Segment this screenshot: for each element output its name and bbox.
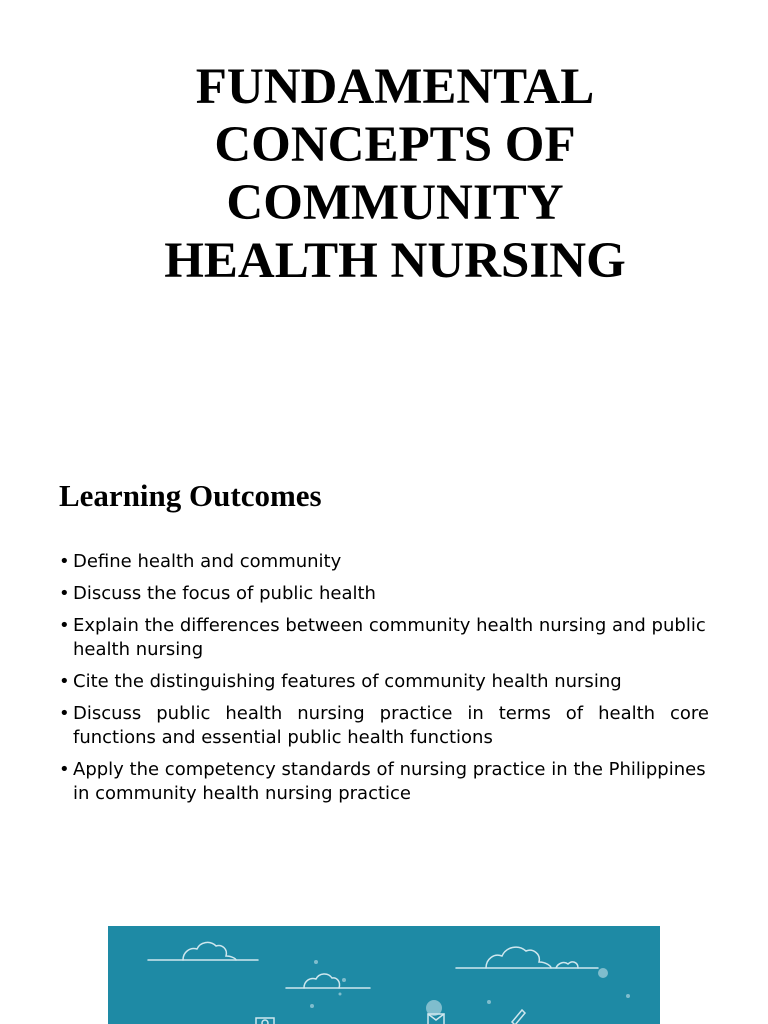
pencil-icon (512, 1010, 525, 1024)
cloud-icon (286, 974, 370, 988)
title-line: COMMUNITY (226, 175, 564, 231)
list-item-text: Apply the competency standards of nursing practice in the Philippines in community health nursing practice (73, 759, 706, 804)
list-item (59, 582, 709, 606)
cloud-icon (456, 947, 598, 968)
camera-icon (256, 1018, 274, 1024)
list-item-text: Discuss the focus of public health (73, 583, 376, 604)
dot-icon (310, 1004, 314, 1008)
bullet-icon: • (59, 551, 70, 572)
slide-title (0, 58, 768, 290)
bullet-icon: • (59, 615, 70, 636)
title-line: HEALTH NURSING (164, 233, 626, 289)
cloud-icon (148, 942, 258, 960)
title-line: FUNDAMENTAL (195, 59, 595, 115)
list-item-text: Explain the differences between community health nursing and public health nursing (73, 615, 706, 660)
learning-outcomes-list (59, 550, 709, 814)
list-item (59, 614, 709, 662)
learning-outcomes-heading: Learning Outcomes (59, 478, 322, 513)
list-item (59, 758, 709, 806)
list-item (59, 670, 709, 694)
dot-icon (314, 960, 318, 964)
list-item-text: Cite the distinguishing features of community health nursing (73, 671, 622, 692)
banner-illustration (108, 926, 660, 1024)
dot-icon (339, 993, 342, 996)
list-item (59, 550, 709, 574)
dot-icon (598, 968, 608, 978)
dot-icon (487, 1000, 491, 1004)
bullet-icon: • (59, 583, 70, 604)
list-item-text: Define health and community (73, 551, 342, 572)
dot-icon (626, 994, 630, 998)
list-item-text: Discuss public health nursing practice in terms of health core functions and essential public health functions (73, 703, 709, 748)
dot-icon (426, 1000, 442, 1016)
bullet-icon: • (59, 703, 70, 724)
dot-icon (342, 978, 346, 982)
decorative-banner (108, 926, 660, 1024)
bullet-icon: • (59, 759, 70, 780)
title-line: CONCEPTS OF (214, 117, 576, 173)
bullet-icon: • (59, 671, 70, 692)
list-item (59, 702, 709, 750)
